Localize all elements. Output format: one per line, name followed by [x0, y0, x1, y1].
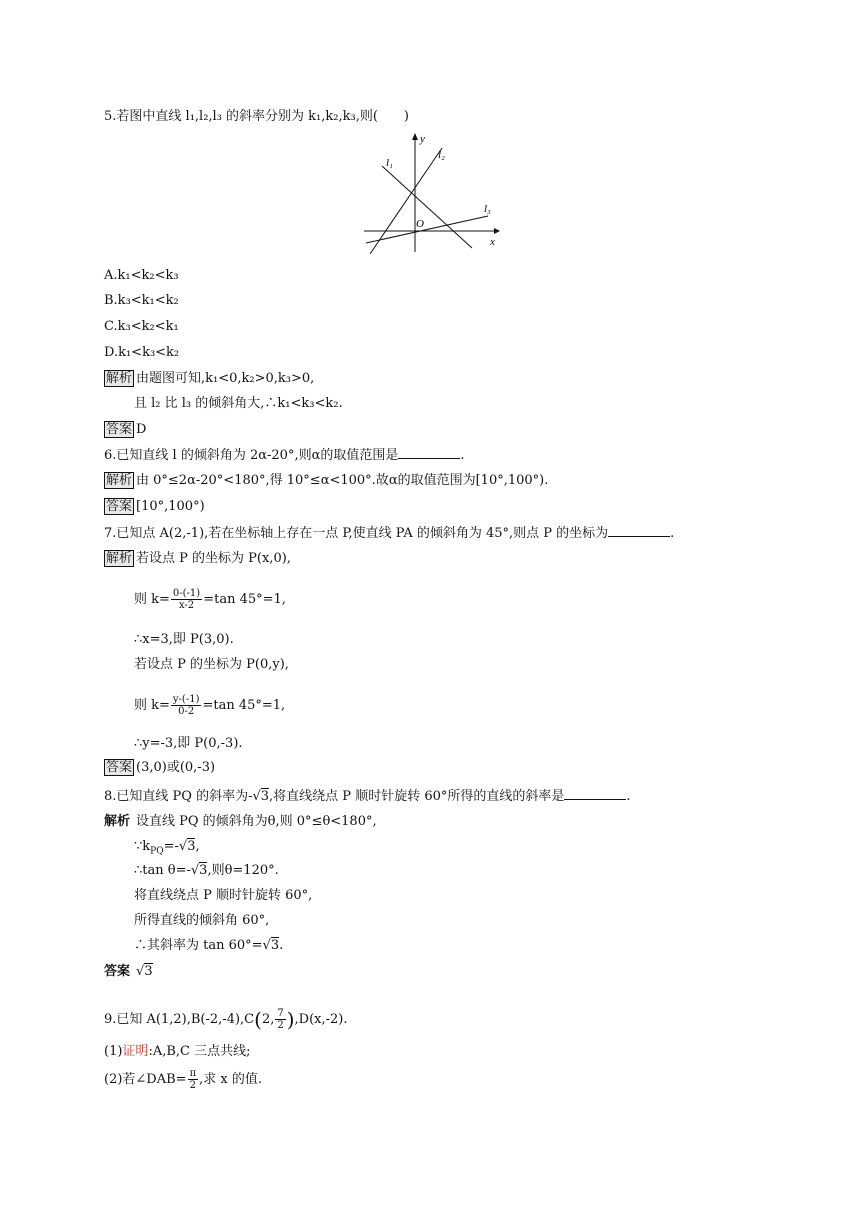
line-l2 — [370, 148, 442, 254]
q6-analysis: 解析 由 0°≤2α-20°<180°,得 10°≤α<100°.故α的取值范围为[10°,100°). — [106, 473, 549, 488]
q9-stem: 9.已知 A(1,2),B(-2,-4),C(2, $\frac{7}{2}$ ),D(x,-2). — [104, 1007, 348, 1032]
fraction: $\frac{y-(-1)}{0-2}$ — [172, 694, 200, 717]
line-l1 — [382, 166, 472, 248]
x-axis-arrow — [494, 228, 500, 234]
l1-label: l₁ — [386, 157, 393, 169]
q8-analysis-line2: $\because k_{PQ}=-√3$, — [134, 839, 200, 857]
q5-option-b: B.k₃<k₁<k₂ — [104, 293, 179, 308]
q8-analysis-line3: ∴tan θ=-√3,则θ=120°. — [134, 863, 279, 878]
answer-tag: 答案 — [104, 964, 131, 979]
x-axis-label: x — [490, 236, 495, 248]
answer-tag: 答案 — [106, 499, 133, 514]
q6-stem: 6.已知直线 l 的倾斜角为 2α-20°,则α的取值范围是 . — [104, 448, 465, 463]
q5-option-c: C.k₃<k₂<k₁ — [104, 319, 179, 334]
q5-line-figure — [360, 132, 500, 256]
y-axis-arrow — [412, 133, 418, 140]
origin-label: O — [416, 218, 424, 230]
q8-stem: 8.已知直线 PQ 的斜率为-√3,将直线绕点 P 顺时针旋转 60°所得的直线的斜率是 . — [104, 789, 631, 804]
y-axis-label: y — [420, 133, 425, 145]
q5-option-a: A.k₁<k₂<k₃ — [104, 268, 179, 283]
q7-stem: 7.已知点 A(2,-1),若在坐标轴上存在一点 P,使直线 PA 的倾斜角为 45°,则点 P 的坐标为 . — [104, 526, 675, 541]
l3-label: l₃ — [484, 203, 491, 215]
q6-answer: 答案 [10°,100°) — [106, 499, 205, 514]
q8-analysis-line5: 所得直线的倾斜角 60°, — [134, 913, 270, 928]
q7-analysis-line1: 解析 若设点 P 的坐标为 P(x,0), — [106, 551, 291, 566]
fraction: $\frac{7}{2}$ — [277, 1008, 284, 1031]
q9-part2: (2)若∠DAB= $\frac{\pi}{2}$ ,求 x 的值. — [104, 1068, 263, 1091]
q7-analysis-line5: 则 k= $\frac{y-(-1)}{0-2}$ =tan 45°=1, — [134, 694, 286, 717]
analysis-tag: 解析 — [106, 371, 133, 386]
answer-tag: 答案 — [106, 760, 133, 775]
answer-blank — [398, 446, 460, 459]
line-l3 — [366, 216, 488, 243]
analysis-tag: 解析 — [106, 473, 133, 488]
q8-analysis-line4: 将直线绕点 P 顺时针旋转 60°, — [134, 888, 313, 903]
q9-part1: (1)证明:A,B,C 三点共线; — [104, 1044, 251, 1059]
answer-blank — [564, 787, 626, 800]
analysis-tag: 解析 — [104, 814, 131, 829]
q7-analysis-line6: ∴y=-3,即 P(0,-3). — [134, 736, 243, 751]
q7-analysis-line4: 若设点 P 的坐标为 P(0,y), — [134, 657, 289, 672]
fraction: $\frac{\pi}{2}$ — [189, 1068, 197, 1091]
proof-keyword: 证明 — [122, 1044, 149, 1059]
l2-label: l₂ — [438, 149, 445, 161]
q5-option-d: D.k₁<k₃<k₂ — [104, 345, 180, 360]
fraction: $\frac{0-(-1)}{x-2}$ — [172, 588, 201, 611]
q5-answer: 答案 D — [106, 422, 147, 437]
q7-analysis-line3: ∴x=3,即 P(3,0). — [134, 632, 234, 647]
q7-answer: 答案 (3,0)或(0,-3) — [106, 760, 216, 775]
q5-analysis-line2: 且 l₂ 比 l₃ 的倾斜角大,∴k₁<k₃<k₂. — [134, 396, 343, 411]
q5-stem: 5.若图中直线 l₁,l₂,l₃ 的斜率分别为 k₁,k₂,k₃,则( ) — [104, 109, 409, 124]
q8-analysis-line6: ∴其斜率为 tan 60°=√3. — [134, 938, 284, 953]
q8-answer: 答案 √3 — [104, 964, 153, 979]
answer-tag: 答案 — [106, 422, 133, 437]
answer-blank — [608, 524, 670, 537]
analysis-tag: 解析 — [106, 551, 133, 566]
q8-analysis-line1: 解析 设直线 PQ 的倾斜角为θ,则 0°≤θ<180°, — [104, 814, 377, 829]
q5-analysis-line1: 解析 由题图可知,k₁<0,k₂>0,k₃>0, — [106, 371, 315, 386]
q7-analysis-line2: 则 k= $\frac{0-(-1)}{x-2}$ =tan 45°=1, — [134, 588, 286, 611]
